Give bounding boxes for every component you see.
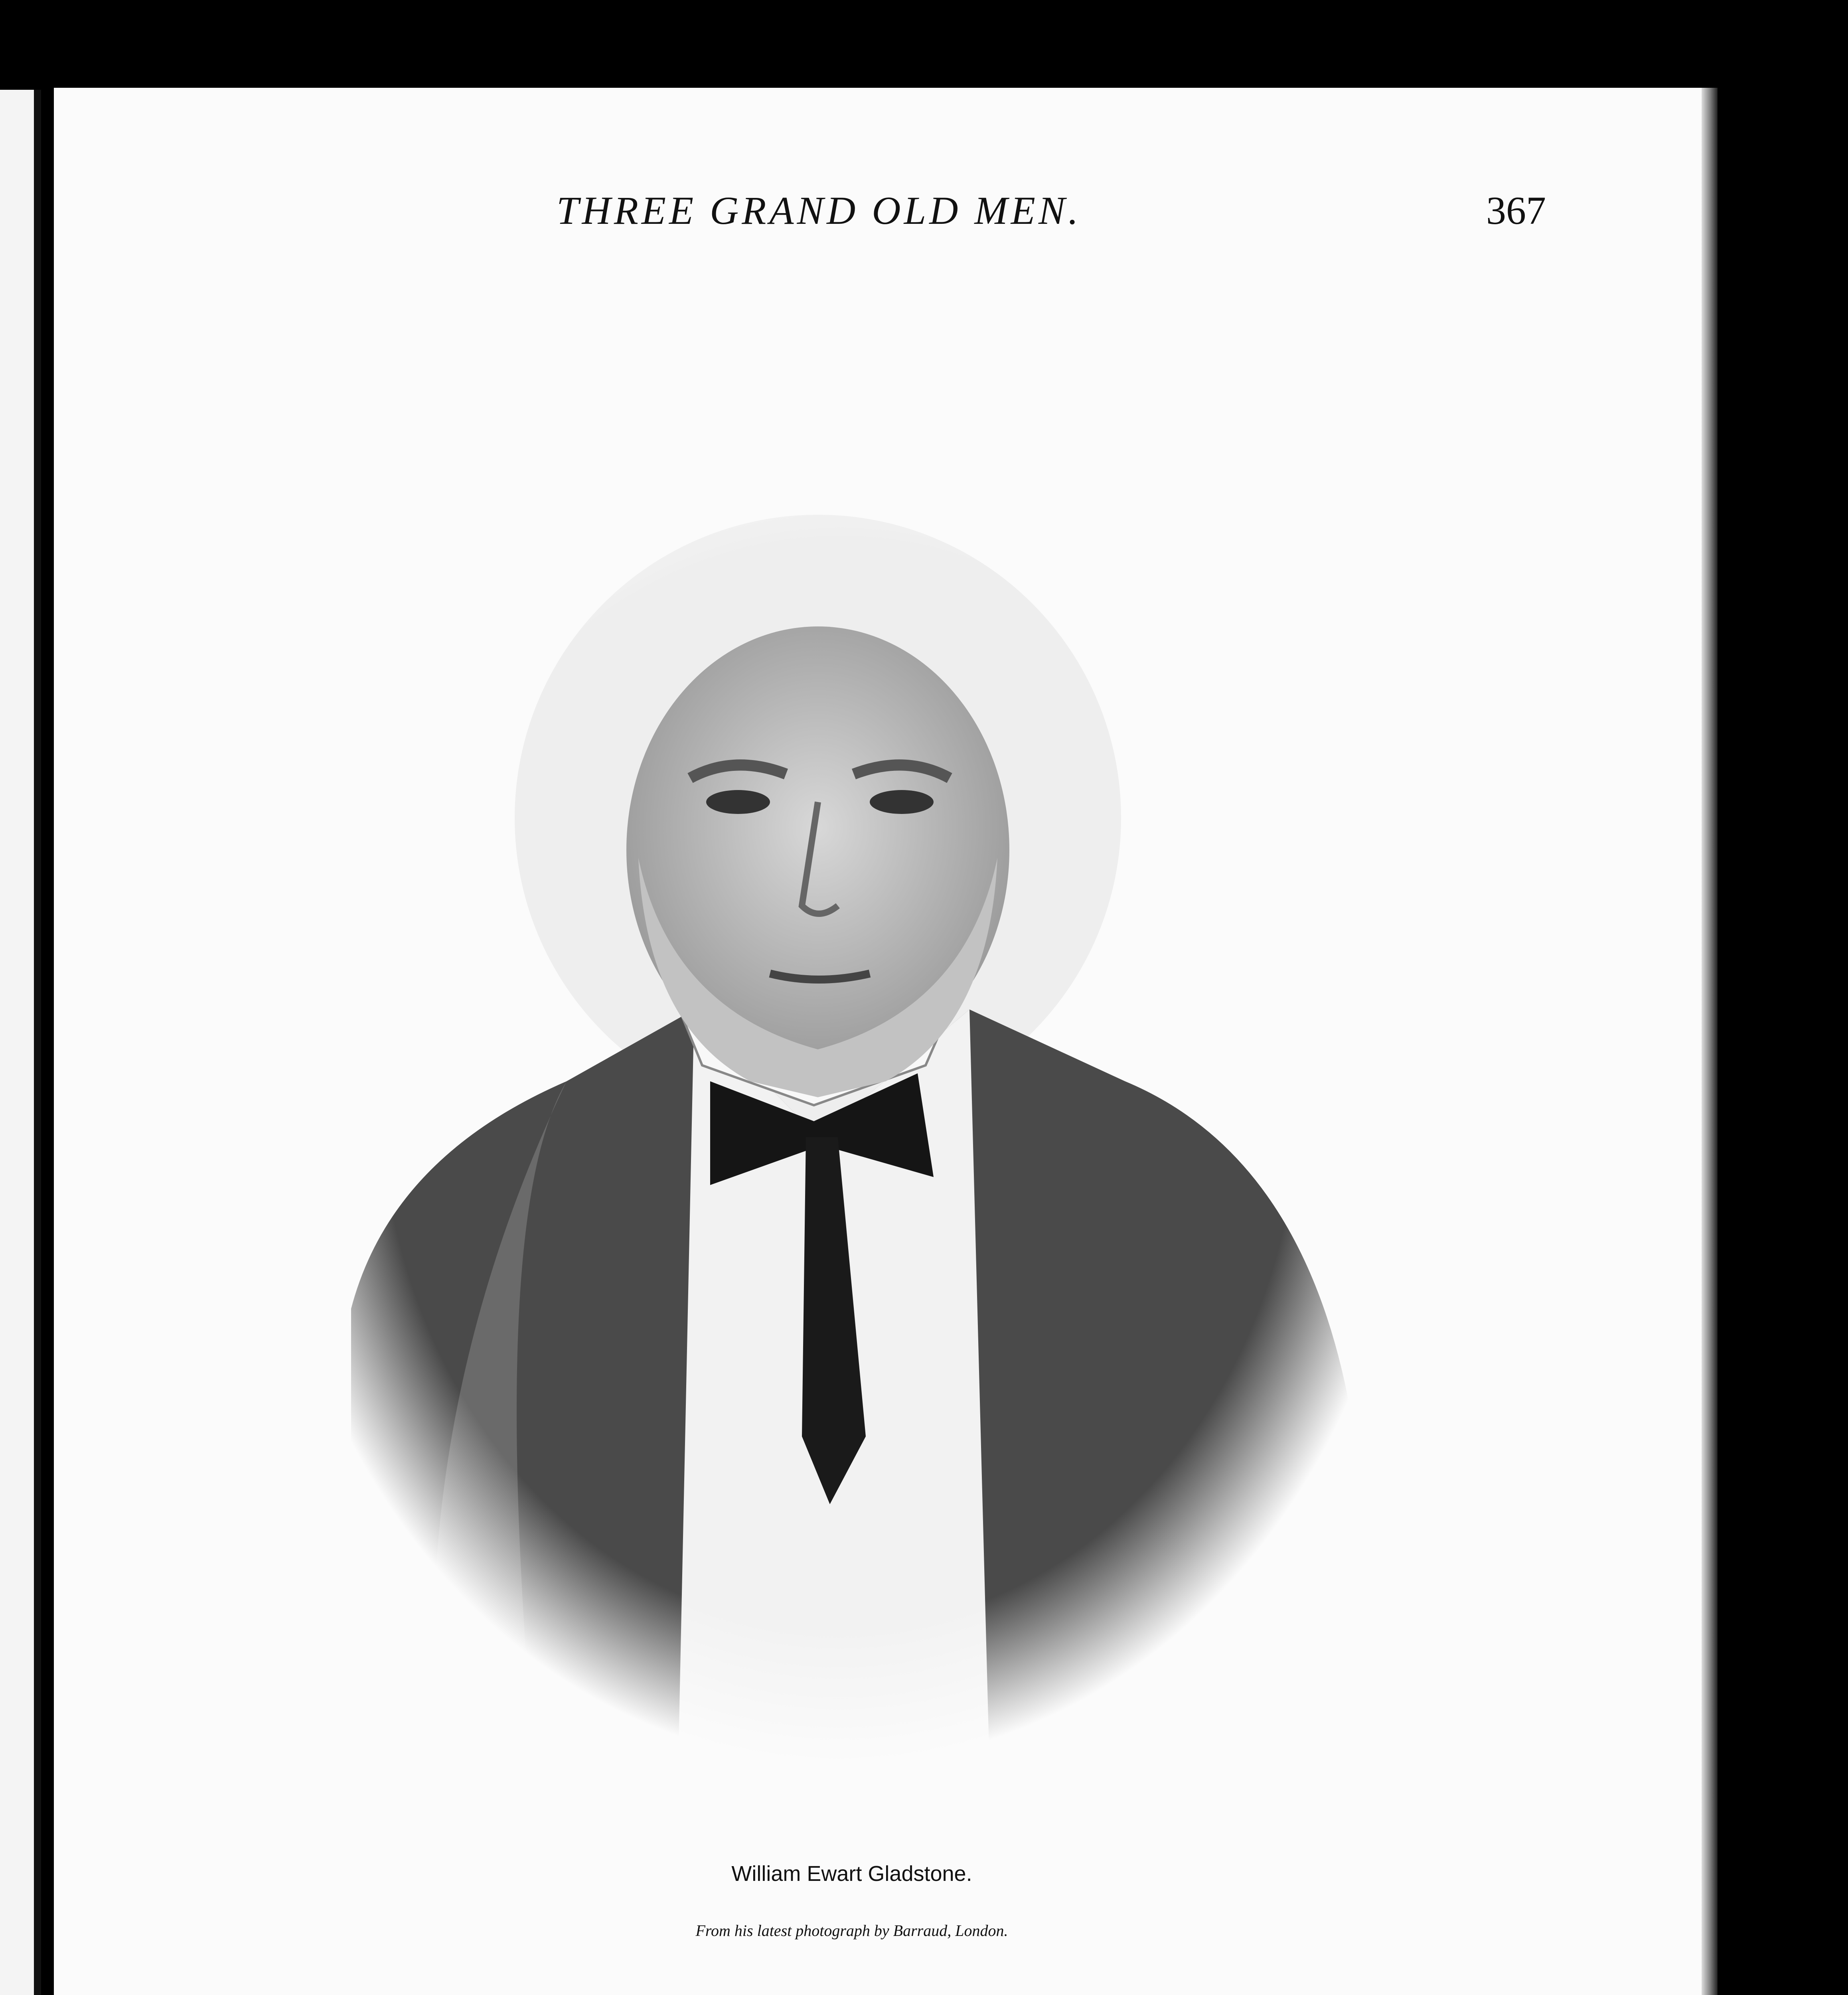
figure-caption-credit: From his latest photograph by Barraud, London. xyxy=(695,1922,1008,1940)
facing-page-edge xyxy=(0,90,41,1995)
text-column-right xyxy=(866,1993,1530,1995)
portrait-photograph-icon xyxy=(287,459,1392,1764)
text-column-left xyxy=(151,1993,815,1995)
text-line xyxy=(151,1993,815,1995)
running-title: THREE GRAND OLD MEN. xyxy=(557,188,1082,233)
page-gutter-shadow xyxy=(1702,88,1718,1995)
page-number: 367 xyxy=(1486,188,1546,233)
figure-caption-title: William Ewart Gladstone. xyxy=(731,1862,972,1886)
text-line xyxy=(866,1993,1530,1995)
